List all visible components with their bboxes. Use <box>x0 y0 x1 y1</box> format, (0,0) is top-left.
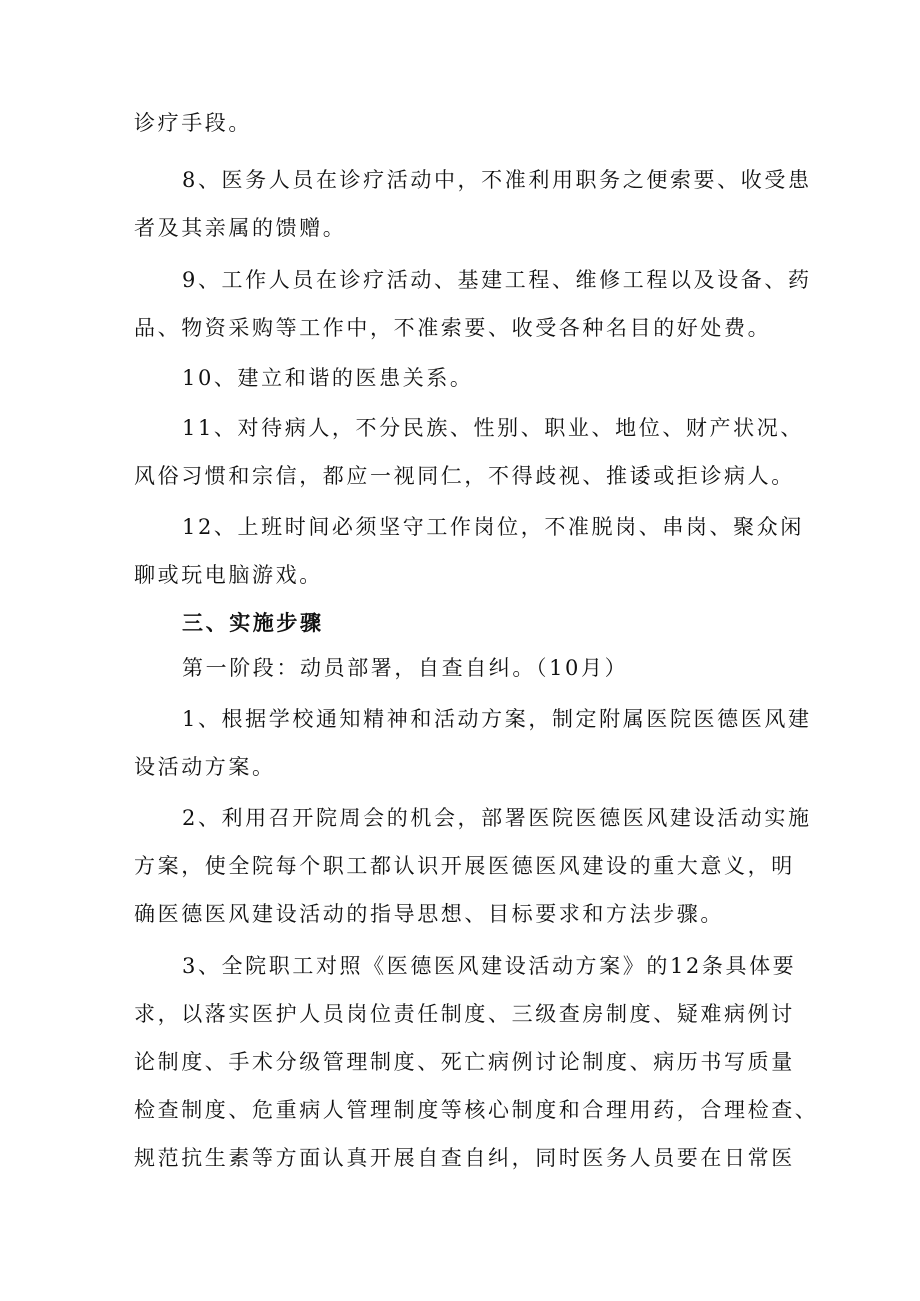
paragraph-item-9-line-1: 9、工作人员在诊疗活动、基建工程、维修工程以及设备、药 <box>182 268 812 292</box>
step-3-line-4: 检查制度、危重病人管理制度等核心制度和合理用药，合理检查、 <box>134 1098 819 1122</box>
step-2-line-1: 2、利用召开院周会的机会，部署医院医德医风建设活动实施 <box>182 806 812 830</box>
step-1-line-1: 1、根据学校通知精神和活动方案，制定附属医院医德医风建 <box>182 707 812 731</box>
section-heading: 三、实施步骤 <box>182 611 324 635</box>
paragraph-item-11-line-2: 风俗习惯和宗信，都应一视同仁，不得歧视、推诿或拒诊病人。 <box>134 464 795 488</box>
step-2-line-3: 确医德医风建设活动的指导思想、目标要求和方法步骤。 <box>134 902 724 926</box>
step-3-line-5: 规范抗生素等方面认真开展自查自纠，同时医务人员要在日常医 <box>134 1146 795 1170</box>
paragraph-item-12-line-1: 12、上班时间必须坚守工作岗位，不准脱岗、串岗、聚众闲 <box>182 515 804 539</box>
paragraph-item-11-line-1: 11、对待病人，不分民族、性别、职业、地位、财产状况、 <box>182 416 804 440</box>
step-3-line-1: 3、全院职工对照《医德医风建设活动方案》的12条具体要 <box>182 954 797 978</box>
paragraph-item-9-line-2: 品、物资采购等工作中，不准索要、收受各种名目的好处费。 <box>134 316 772 340</box>
step-3-line-3: 论制度、手术分级管理制度、死亡病例讨论制度、病历书写质量 <box>134 1050 795 1074</box>
paragraph-item-8-line-1: 8、医务人员在诊疗活动中，不准利用职务之便索要、收受患 <box>182 168 812 192</box>
text-line: 诊疗手段。 <box>134 111 252 135</box>
step-1-line-2: 设活动方案。 <box>134 755 276 779</box>
paragraph-item-8-line-2: 者及其亲属的馈赠。 <box>134 216 347 240</box>
step-2-line-2: 方案，使全院每个职工都认识开展医德医风建设的重大意义，明 <box>134 854 795 878</box>
step-3-line-2: 求，以落实医护人员岗位责任制度、三级查房制度、疑难病例讨 <box>134 1002 795 1026</box>
paragraph-item-12-line-2: 聊或玩电脑游戏。 <box>134 563 323 587</box>
paragraph-item-10: 10、建立和谐的医患关系。 <box>182 366 474 390</box>
stage-one-title: 第一阶段：动员部署，自查自纠。（10月） <box>182 656 629 680</box>
